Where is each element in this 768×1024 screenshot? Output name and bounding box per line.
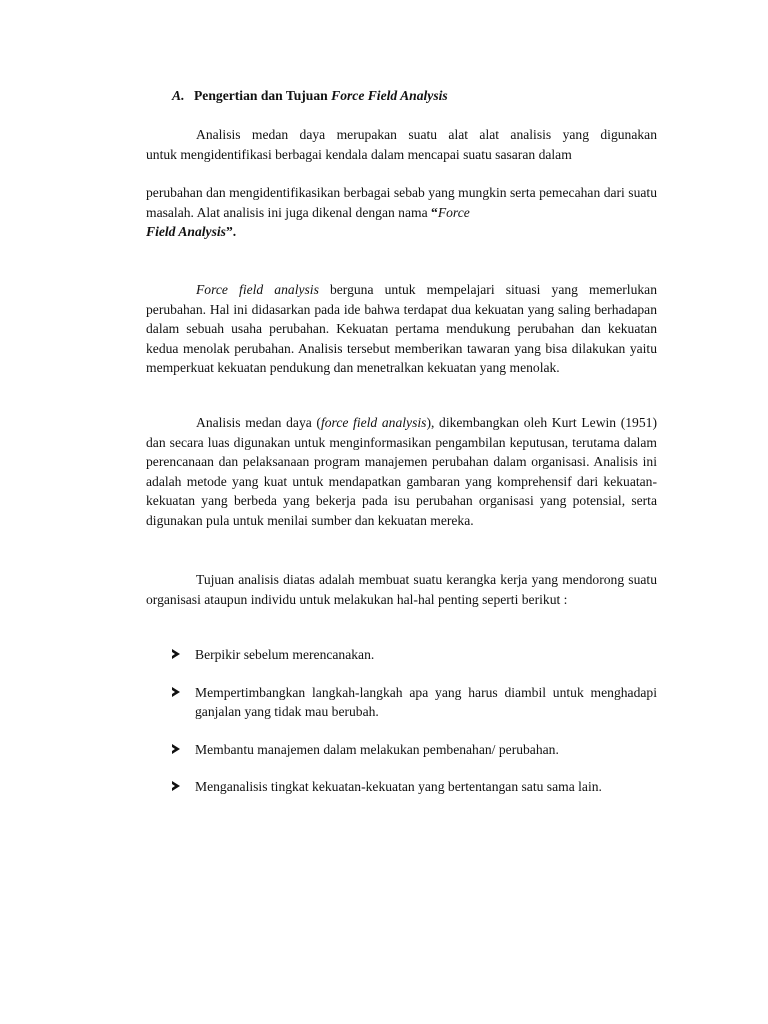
quote-close: ”.	[225, 224, 237, 239]
list-item	[172, 777, 657, 797]
section-number: A.	[172, 88, 185, 103]
paragraph-1-line-2: untuk mengidentifikasi berbagai kendala dalam mencapai suatu sasaran dalam	[146, 146, 572, 162]
section-title-plain: Pengertian dan Tujuan	[194, 88, 332, 103]
quote-italic-word: Force	[437, 204, 470, 220]
paragraph-3	[146, 280, 657, 378]
arrowhead-bullet-icon	[172, 781, 180, 791]
arrowhead-bullet-icon	[172, 649, 180, 659]
paragraph-3-text	[146, 280, 657, 378]
quote-open: “	[431, 204, 438, 220]
paragraph-1-line-1: Analisis medan daya merupakan suatu alat alat analisis yang digunakan	[196, 127, 657, 142]
paragraph-2-text	[146, 183, 657, 242]
quote-bold-italic-term: Field Analysis	[146, 224, 226, 239]
paragraph-3-italic-lead: Force field analysis	[196, 282, 319, 297]
section-heading	[172, 88, 448, 104]
paragraph-3-body: berguna untuk mempelajari situasi yang memerlukan perubahan. Hal ini didasarkan pada ide bahwa terdapat dua kekuatan yang saling berhadapan dalam sebuah usaha perubahan. Kekuatan pertama mendukung perubahan dan kekuatan kedua menolak perubahan. Analisis tersebut memberikan tawaran yang bisa dilakukan yaitu memperkuat kekuatan pendukung dan menetralkan kekuatan yang menolak.	[146, 282, 658, 375]
paragraph-4-body-a: Analisis medan daya (	[196, 415, 321, 430]
paragraph-5-text: Tujuan analisis diatas adalah membuat suatu kerangka kerja yang mendorong suatu organisasi ataupun individu untuk melakukan hal-hal penting seperti berikut :	[146, 572, 657, 607]
list-item-text: Menganalisis tingkat kekuatan-kekuatan yang bertentangan satu sama lain.	[195, 779, 602, 794]
list-item-text: Mempertimbangkan langkah-langkah apa yang harus diambil untuk menghadapi ganjalan yang tidak mau berubah.	[195, 684, 657, 719]
bullet-list	[172, 645, 657, 815]
arrowhead-bullet-icon	[172, 687, 180, 697]
list-item	[172, 683, 657, 722]
paragraph-4-body-b: ), dikembangkan oleh Kurt Lewin (1951) dan secara luas digunakan untuk menginformasikan pengambilan keputusan, terutama dalam perencanaan dan pelaksanaan program manajemen perubahan dalam organisasi. Analisis ini adalah metode yang kuat untuk mendapatkan gambaran yang komprehensif dari kekuatan-kekuatan yang berbeda yang bekerja pada isu perubahan organisasi yang potensial, serta digunakan pula untuk menilai sumber dan kekuatan mereka.	[146, 415, 657, 528]
paragraph-2-body: perubahan dan mengidentifikasikan berbagai sebab yang mungkin serta pemecahan dari suatu masalah. Alat analisis ini juga dikenal dengan nama	[146, 185, 657, 220]
paragraph-1	[146, 125, 657, 164]
paragraph-4-italic: force field analysis	[320, 415, 427, 430]
list-item	[172, 740, 657, 760]
paragraph-4-text	[146, 413, 657, 530]
paragraph-5	[146, 570, 657, 609]
list-item-text: Membantu manajemen dalam melakukan pembenahan/ perubahan.	[195, 741, 559, 757]
paragraph-4	[146, 413, 657, 530]
list-item-text: Berpikir sebelum merencanakan.	[195, 647, 375, 662]
section-title-italic: Force Field Analysis	[331, 88, 448, 103]
arrowhead-bullet-icon	[172, 744, 180, 754]
list-item	[172, 645, 657, 665]
paragraph-2	[146, 183, 657, 242]
